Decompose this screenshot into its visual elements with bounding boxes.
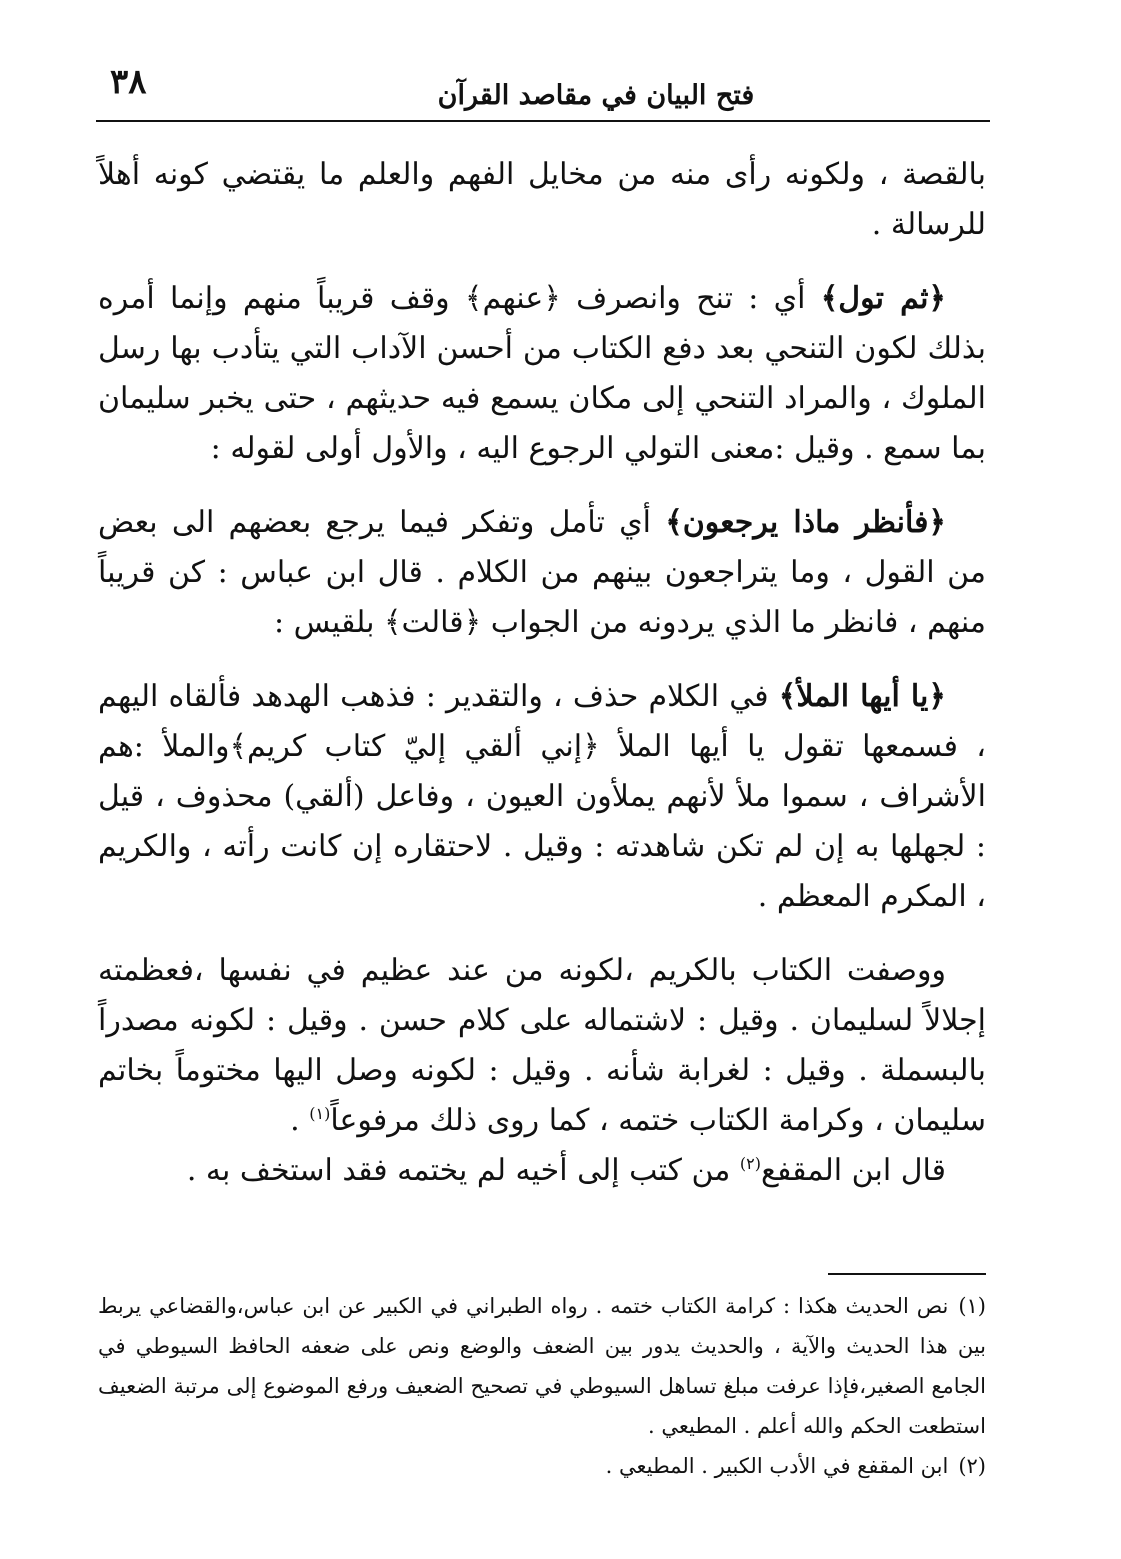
paragraph-text: بالقصة ، ولكونه رأى منه من مخايل الفهم والعلم ما يقتضي كونه أهلاً للرسالة . — [98, 157, 986, 242]
footnote — [98, 1286, 986, 1446]
footnotes — [98, 1286, 986, 1486]
quran-quote: ﴿فأنظر ماذا يرجعون﴾ — [665, 505, 946, 540]
header-divider — [96, 120, 990, 122]
footnote-mark: (٢) — [739, 1154, 761, 1173]
paragraph-text: في الكلام حذف ، والتقدير : فذهب الهدهد فألقاه اليهم ، فسمعها تقول يا أيها الملأ ﴿إني ألقي إليّ كتاب كريم﴾والملأ :هم الأشراف ، سموا ملأ لأنهم يملأون العيون ، وفاعل (ألقي) محذوف ، قيل : لجهلها به إن لم تكن شاهدته : وقيل . لاحتقاره إن كانت رأته ، والكريم ، المكرم المعظم . — [98, 679, 986, 914]
main-text — [98, 150, 986, 1220]
footnote-text: نص الحديث هكذا : كرامة الكتاب ختمه . رواه الطبراني في الكبير عن ابن عباس،والقضاعي يربط بين هذا الحديث والآية ، والحديث يدور بين الضعف والوضع ونص على ضعفه الحافظ السيوطي في الجامع الصغير،فإذا عرفت مبلغ تساهل السيوطي في تصحيح الضعيف ورفع الموضوع إلى مرتبة الضعيف استطعت الحكم والله أعلم . المطيعي . — [98, 1294, 986, 1438]
paragraph — [98, 150, 986, 250]
footnote-number: (١) — [958, 1294, 986, 1318]
footnote-text: ابن المقفع في الأدب الكبير . المطيعي . — [605, 1454, 949, 1478]
paragraph-text-end: . — [290, 1103, 310, 1138]
paragraph — [98, 1146, 986, 1196]
page-header — [96, 62, 990, 122]
page-number: ٣٨ — [110, 62, 147, 102]
paragraph — [98, 946, 986, 1146]
paragraph-text: قال ابن المقفع — [760, 1153, 946, 1188]
paragraph-text-end: من كتب إلى أخيه لم يختمه فقد استخف به . — [186, 1153, 740, 1188]
quran-quote: ﴿ثم تول﴾ — [820, 281, 946, 316]
footnote-mark: (١) — [309, 1104, 331, 1123]
paragraph-text: أي : تنح وانصرف ﴿عنهم﴾ وقف قريباً منهم وإنما أمره بذلك لكون التنحي بعد دفع الكتاب من أحسن الآداب التي يتأدب بها رسل الملوك ، والمراد التنحي إلى مكان يسمع فيه حديثهم ، حتى يخبر سليمان بما سمع . وقيل :معنى التولي الرجوع اليه ، والأول أولى لقوله : — [98, 281, 986, 466]
footnote-divider — [828, 1273, 986, 1275]
paragraph — [98, 498, 986, 648]
paragraph — [98, 672, 986, 922]
footnote — [98, 1446, 986, 1486]
paragraph — [98, 274, 986, 474]
quran-quote: ﴿يا أيها الملأ﴾ — [778, 679, 946, 714]
paragraph-text: أي تأمل وتفكر فيما يرجع بعضهم الى بعض من القول ، وما يتراجعون بينهم من الكلام . قال ابن عباس : كن قريباً منهم ، فانظر ما الذي يردونه من الجواب ﴿قالت﴾ بلقيس : — [98, 505, 986, 640]
footnote-number: (٢) — [958, 1454, 986, 1478]
book-title: فتح البيان في مقاصد القرآن — [437, 80, 755, 111]
paragraph-text: ووصفت الكتاب بالكريم ،لكونه من عند عظيم في نفسها ،فعظمته إجلالاً لسليمان . وقيل : لاشتماله على كلام حسن . وقيل : لكونه مصدراً بالبسملة . وقيل : لغرابة شأنه . وقيل : لكونه وصل اليها مختوماً بخاتم سليمان ، وكرامة الكتاب ختمه ، كما روى ذلك مرفوعاً — [98, 953, 986, 1138]
